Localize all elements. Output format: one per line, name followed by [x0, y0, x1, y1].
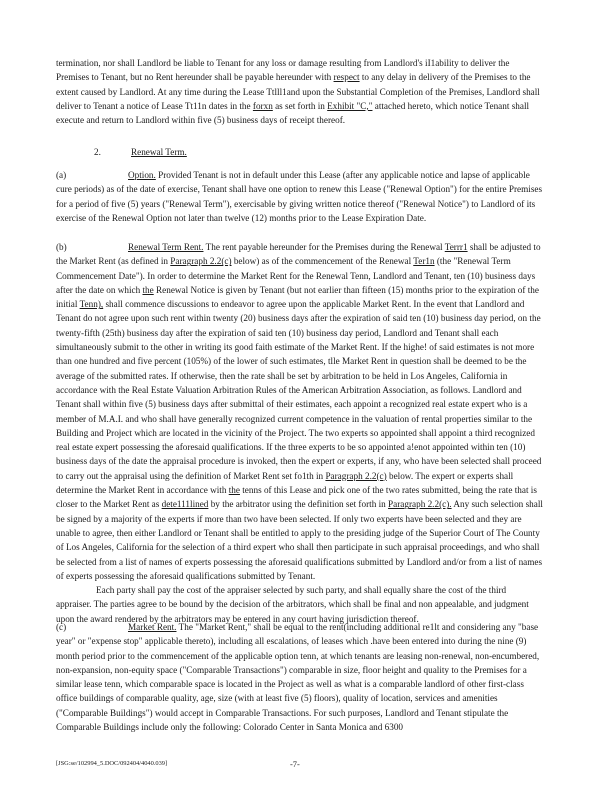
paragraph-reference: Paragraph 2.2(c).	[388, 499, 452, 510]
paragraph-renewal-term-rent	[56, 240, 543, 626]
text: to any delay in delivery of the Premises to the extent caused by Landlord. At any time during the Lease Ttlll1and upon the Substantial Completion of the Premises, Landlord shall deliver to Tenant a notice of Lease Tt11n dates in the	[56, 72, 540, 111]
underlined-text: Tenn),	[79, 299, 104, 310]
text: below) as of the commencement of the Renewal	[231, 256, 414, 267]
text: attached hereto, which notice Tenant shall execute and return to Landlord within five (5) business days of receipt thereof.	[56, 100, 530, 126]
text: as set forth in	[272, 100, 328, 111]
text: Any such selection shall be signed by a majority of the experts if more than two have been selected. If only two experts have been selected and they are unable to agree, then either Landlord or Tenant shall be entitled to apply to the presiding judge of the Superior Court of The County of Los Angeles, California for the selection of a third expert who shall then participate in such appraisal proceedings, and who shall be selected from a list of names of experts possessing the aforesaid qualifications submitted by Landlord and/or from a list of names of experts possessing the aforesaid qualifications submitted by Tenant.	[56, 499, 543, 581]
underlined-text: Ter1n	[413, 256, 435, 267]
page-number: -7-	[290, 760, 300, 769]
paragraph-reference: Paragraph 2.2(c)	[325, 470, 387, 481]
text: shall commence discussions to endeavor to agree upon the applicable Market Rent. In the event that Landlord and Tenant do not agree upon such rent within twenty (20) business days after the expiration of said ten (10) business day period, on the twenty-fifth (25th) business day after the expiration of said ten (10) business day period, Landlord and Tenant shall each simultaneously submit to the other in writing its good faith estimate of the Market Rent. If the highe! of said estimates is not more than one hundred and five percent (105%) of the lower of such estimates, tlle Market Rent in question shall be deemed to be the average of the submitted rates. If otherwise, then the rate shall be set by arbitration to be held in Los Angeles, California in accordance with the Real Estate Valuation Arbitration Rules of the American Arbitration Association, as follows. Landlord and Tenant shall within five (5) business days after submittal of their estimates, each appoint a recognized real estate expert who is a member of M.A.I. and who shall have generally recognized current competence in the valuation of rental properties similar to the Building and Project which are located in the vicinity of the Project. The two experts so appointed shall appoint a third recognized real estate expert possessing the aforesaid qualifications. If the three experts to be so appointed a!enot appointed within ten (10) business days of the date the appraisal procedure is invoked, then the expert or experts, if any, who have been selected shall proceed to carry out the appraisal using the definition of Market Rent set fo1th in	[56, 299, 542, 481]
text: The rent payable hereunder for the Premises during the Renewal	[203, 242, 445, 252]
document-reference: [JSG:se/102994_5.DOC/092404/4040.039]	[56, 760, 168, 767]
section-title: Renewal Term.	[131, 147, 187, 157]
underlined-text: the	[228, 485, 240, 496]
text: below. The expert or experts shall determine the Market Rent in accordance with	[56, 470, 514, 496]
text: termination, nor shall Landlord be liable to Tenant for any loss or damage resulting from Landlord's iI1ability to deliver the Premises to Tenant, but no Rent hereunder shall be payable hereunder with	[56, 58, 510, 83]
paragraph-label: (a)	[56, 170, 67, 180]
text: Provided Tenant is not in default under this Lease (after any applicable notice and lapse of applicable cure periods) as of the date of exercise, Tenant shall have one option to renew this Lease ("Renewal Option") for the entire Premises for a period of five (5) years ("Renewal Term"), exercisable by giving written notice thereof ("Renewal Notice") to Landlord of its exercise of the Renewal Option not later than twelve (12) months prior to the Lease Expiration Date.	[56, 170, 543, 223]
exhibit-reference: Exhibit "C,"	[327, 100, 373, 111]
text: The "Market Rent," shall be equal to the rent(including additional re1lt and considering any "base year" or "expense stop" applicable thereto), including all escalations, of leases which .have been entered into during the nine (9) month period prior to the commencement of the applicable option tenn, at which tenants are leasing non-renewal, non-encumbered, non-expansion, non-equity space ("Comparable Transactions") comparable in size, floor height and quality to the Premises for a similar lease tenn, which comparable space is located in the Project as well as what is a comparable landlord of other first-class office buildings of comparable quality, age, size (with at least five (5) floors), quality of location, services and amenities ("Comparable Buildings") would accept in Comparable Transactions. For such purposes, Landlord and Tenant stipulate the Comparable Buildings include only the following: Colorado Center in Santa Monica and 6300	[56, 622, 540, 733]
paragraph-lease-delivery	[56, 56, 543, 127]
underlined-text: the	[142, 284, 154, 295]
paragraph-title: Market Rent.	[128, 622, 177, 632]
underlined-text: Terrr1	[444, 242, 468, 252]
underlined-text: dete111lined	[161, 499, 209, 510]
paragraph-title: Renewal Term Rent.	[128, 242, 204, 252]
section-number: 2.	[94, 147, 101, 157]
paragraph-market-rent	[56, 620, 543, 734]
text: tenns of this Lease and pick one of the two rates submitted, being the rate that is closer to the Market Rent as	[56, 485, 537, 510]
paragraph-label: (b)	[56, 242, 67, 252]
paragraph-option	[56, 168, 543, 225]
text: (the "Renewal Term Commencement Date"). In order to determine the Market Rent for the Renewal Tenn, Landlord and Tenant, ten (10) business days after the date on which	[56, 256, 536, 295]
text: by the arbitrator using the definition set forth in	[208, 499, 389, 510]
paragraph-label: (c)	[56, 622, 67, 632]
text: Each party shall pay the cost of the appraiser selected by such party, and shall equally share the cost of the third appraiser. The parties agree to be bound by the decision of the arbitrators, which shall be final and non appealable, and judgment upon the award rendered by the arbitrators may be entered in any court having jurisdiction thereof.	[56, 585, 529, 624]
underlined-text: respect	[333, 72, 360, 83]
text: shall be adjusted to the Market Rent (as defined in	[56, 242, 541, 267]
text: Renewal Notice is given by Tenant (but not earlier than fifteen (15) months prior to the expiration of the initial	[56, 284, 539, 310]
paragraph-reference: Paragraph 2.2(c)	[170, 256, 232, 267]
underlined-text: forxn	[252, 100, 273, 111]
paragraph-title: Option.	[128, 170, 156, 180]
